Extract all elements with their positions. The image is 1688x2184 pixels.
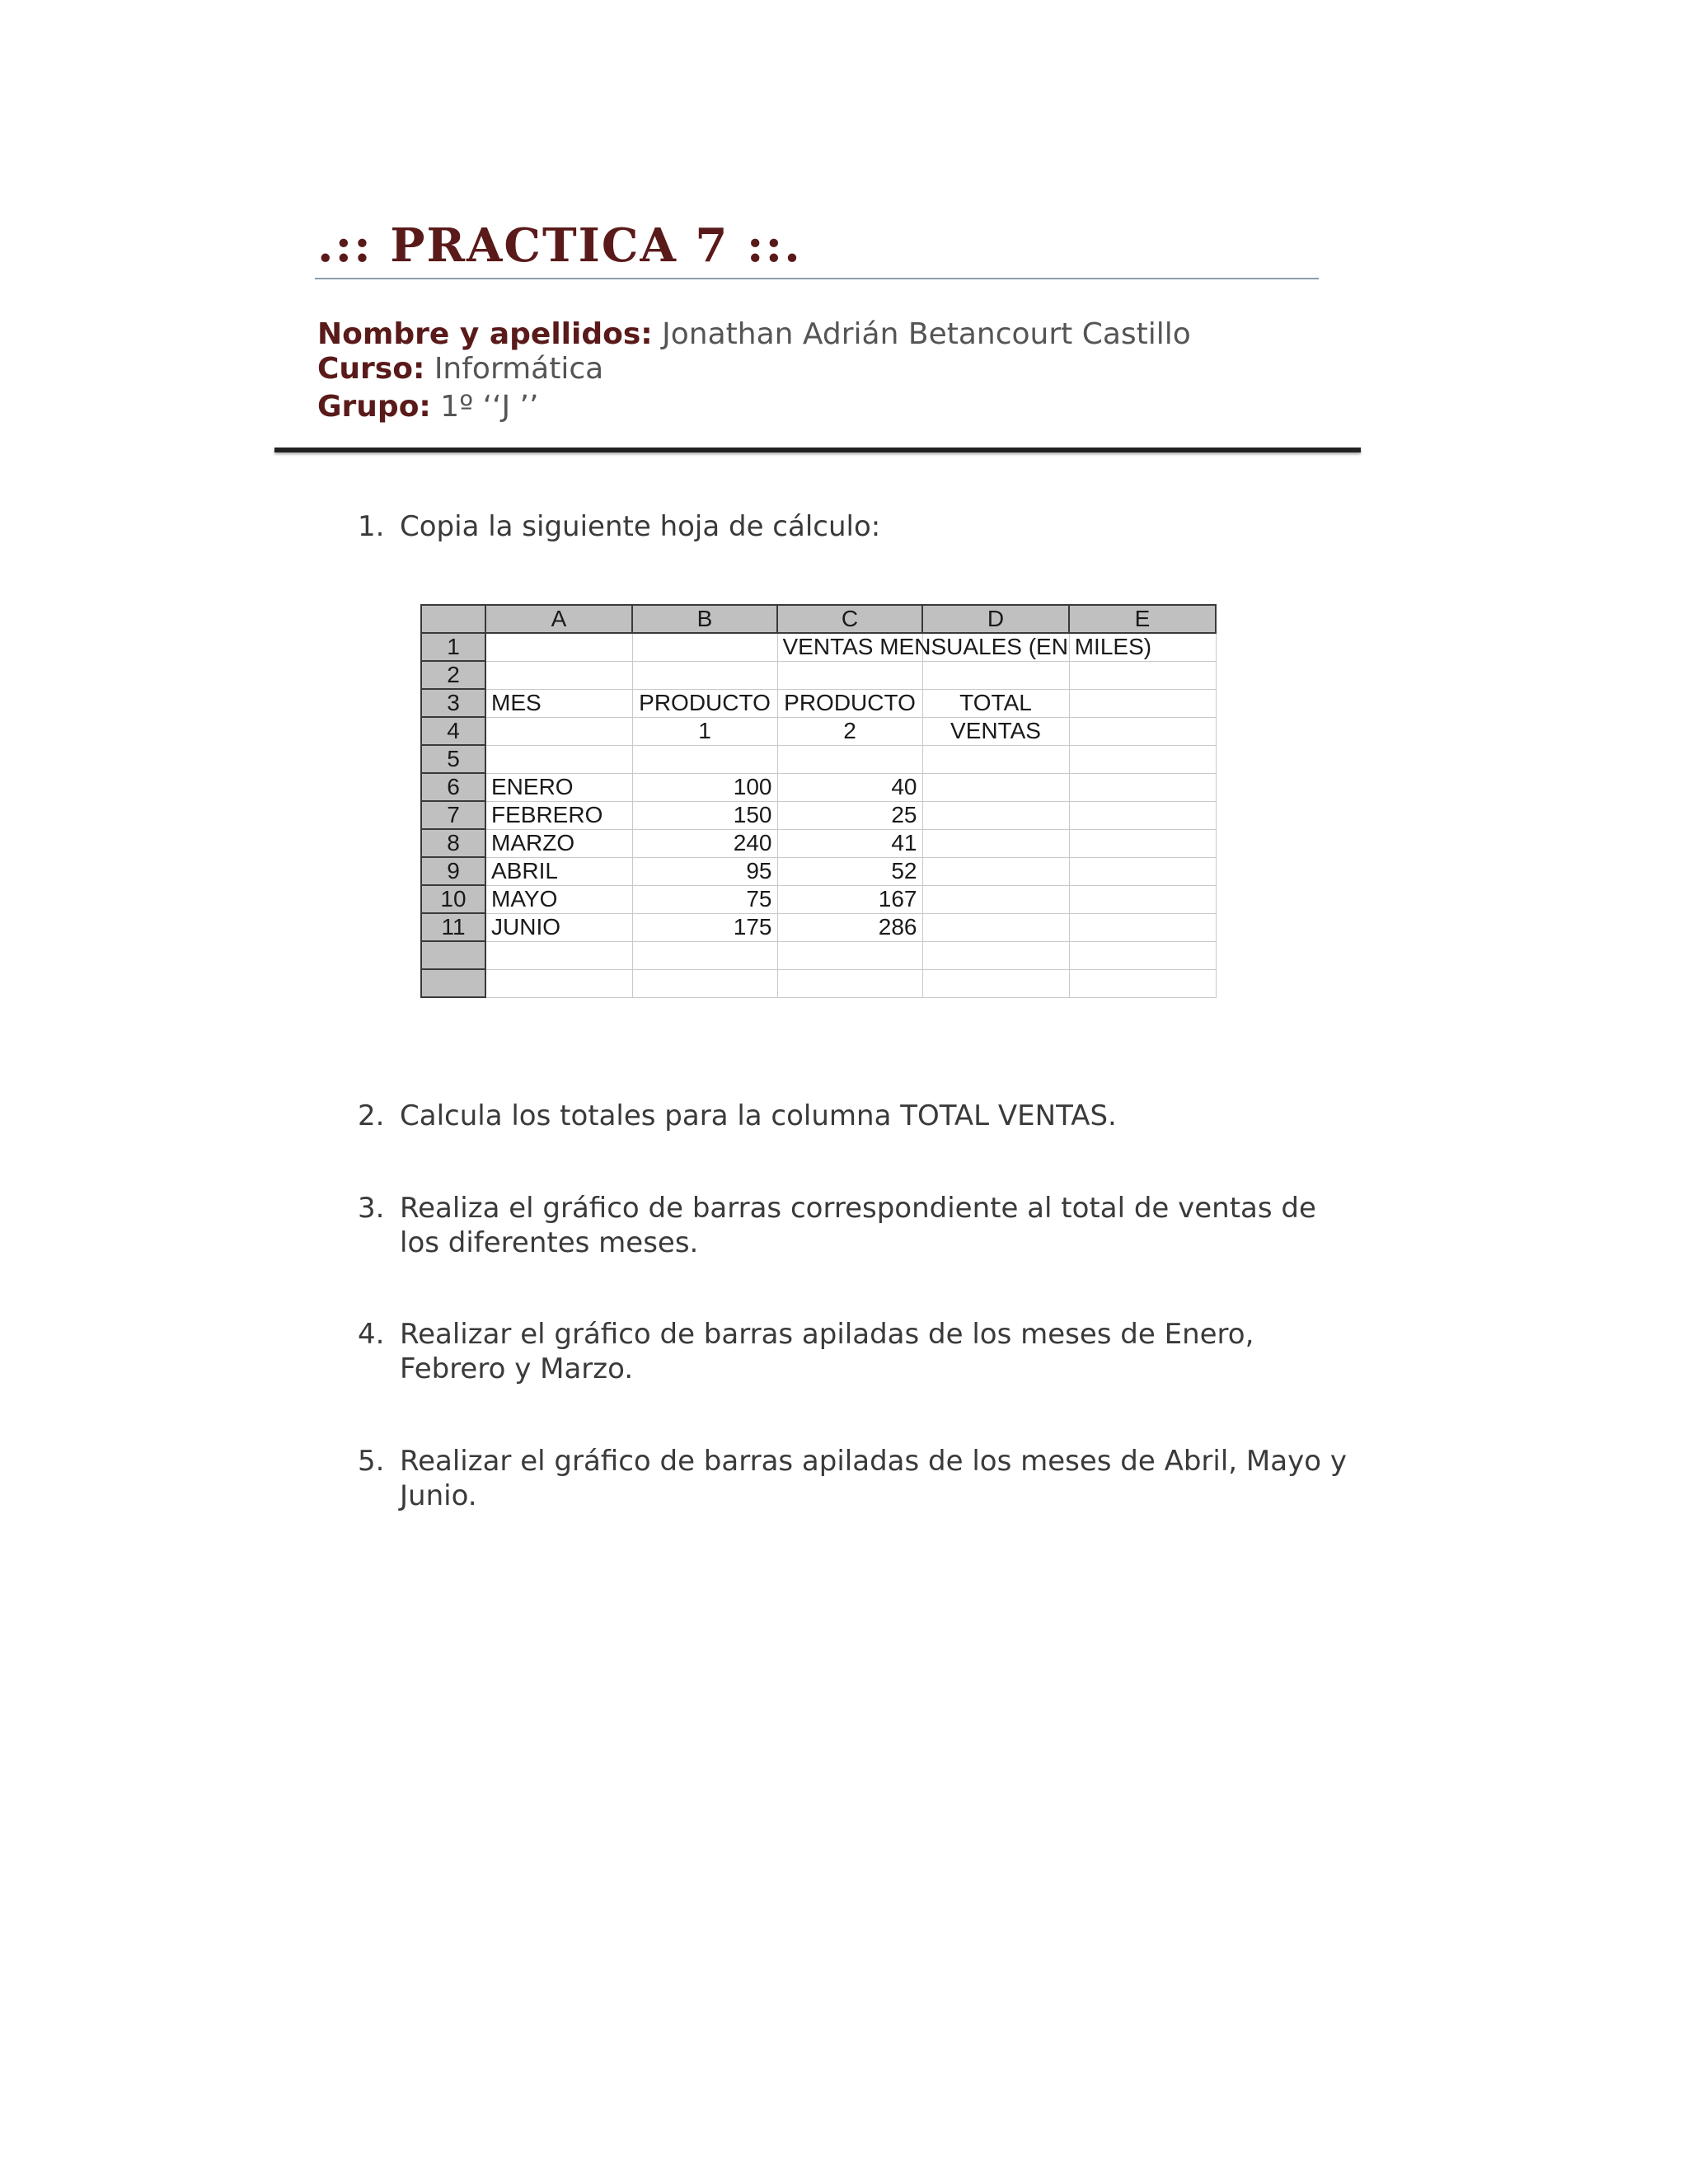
cell-product-2: 286 bbox=[777, 913, 922, 941]
row-header: 10 bbox=[421, 885, 485, 913]
cell-total bbox=[922, 829, 1069, 857]
cell-product-2: 167 bbox=[777, 885, 922, 913]
cell bbox=[1069, 689, 1216, 717]
cell bbox=[1069, 857, 1216, 885]
exercise-text: Realiza el gráfico de barras correspondiente al total de ventas de los diferentes meses. bbox=[400, 1192, 1316, 1259]
name-label: Nombre y apellidos: bbox=[317, 317, 653, 351]
cell: VENTAS bbox=[922, 717, 1069, 745]
cell: 1 bbox=[632, 717, 777, 745]
exercise-item-3 bbox=[358, 1191, 1363, 1260]
cell: PRODUCTO bbox=[632, 689, 777, 717]
column-header-d: D bbox=[922, 605, 1069, 633]
cell: PRODUCTO bbox=[777, 689, 922, 717]
table-row bbox=[421, 773, 1216, 801]
cell bbox=[632, 941, 777, 969]
cell-month: MAYO bbox=[485, 885, 632, 913]
cell-product-1: 75 bbox=[632, 885, 777, 913]
course-line bbox=[317, 351, 603, 387]
exercise-item-5 bbox=[358, 1444, 1363, 1513]
exercise-text: Realizar el gráfico de barras apiladas de los meses de Abril, Mayo y Junio. bbox=[400, 1445, 1347, 1512]
cell bbox=[1069, 829, 1216, 857]
cell bbox=[1069, 717, 1216, 745]
exercise-number: 2. bbox=[358, 1099, 385, 1132]
cell bbox=[1069, 745, 1216, 773]
cell bbox=[632, 661, 777, 689]
cell-total bbox=[922, 857, 1069, 885]
table-row bbox=[421, 661, 1216, 689]
table-row bbox=[421, 717, 1216, 745]
page-title: .:: PRACTICA 7 ::. bbox=[317, 218, 802, 273]
cell bbox=[922, 969, 1069, 997]
group-label: Grupo: bbox=[317, 390, 431, 424]
cell bbox=[777, 969, 922, 997]
table-row bbox=[421, 941, 1216, 969]
cell bbox=[922, 745, 1069, 773]
table-row bbox=[421, 885, 1216, 913]
exercise-number: 5. bbox=[358, 1445, 385, 1478]
cell bbox=[777, 633, 1152, 661]
cell bbox=[1069, 801, 1216, 829]
cell-total bbox=[922, 885, 1069, 913]
row-header: 4 bbox=[421, 717, 485, 745]
group-value: 1º ‘‘J ’’ bbox=[440, 390, 539, 424]
column-header-c: C bbox=[777, 605, 922, 633]
cell-month: FEBRERO bbox=[485, 801, 632, 829]
course-label: Curso: bbox=[317, 352, 425, 386]
cell bbox=[485, 745, 632, 773]
cell bbox=[1069, 773, 1216, 801]
cell bbox=[777, 745, 922, 773]
cell bbox=[1069, 969, 1216, 997]
title-divider bbox=[315, 278, 1319, 279]
spreadsheet-table bbox=[420, 604, 1217, 998]
table-row bbox=[421, 829, 1216, 857]
exercise-number: 3. bbox=[358, 1192, 385, 1225]
exercise-text: Realizar el gráfico de barras apiladas de los meses de Enero, Febrero y Marzo. bbox=[400, 1318, 1254, 1385]
table-row bbox=[421, 633, 1216, 661]
cell-product-2: 52 bbox=[777, 857, 922, 885]
cell bbox=[1069, 913, 1216, 941]
cell-product-2: 40 bbox=[777, 773, 922, 801]
cell bbox=[777, 941, 922, 969]
cell bbox=[632, 633, 777, 661]
exercise-number: 1. bbox=[358, 510, 385, 543]
table-row bbox=[421, 913, 1216, 941]
cell bbox=[1069, 941, 1216, 969]
cell-product-1: 175 bbox=[632, 913, 777, 941]
row-header: 1 bbox=[421, 633, 485, 661]
row-header: 11 bbox=[421, 913, 485, 941]
cell bbox=[632, 745, 777, 773]
row-header: 6 bbox=[421, 773, 485, 801]
table-row bbox=[421, 801, 1216, 829]
column-header-e: E bbox=[1069, 605, 1216, 633]
column-header-a: A bbox=[485, 605, 632, 633]
cell-product-2: 25 bbox=[777, 801, 922, 829]
cell bbox=[922, 941, 1069, 969]
cell bbox=[485, 941, 632, 969]
cell bbox=[1069, 661, 1216, 689]
table-row bbox=[421, 857, 1216, 885]
table-row bbox=[421, 689, 1216, 717]
cell-month: ABRIL bbox=[485, 857, 632, 885]
row-header: 9 bbox=[421, 857, 485, 885]
exercise-item-2 bbox=[358, 1099, 1363, 1133]
cell: MES bbox=[485, 689, 632, 717]
cell bbox=[777, 661, 922, 689]
cell: TOTAL bbox=[922, 689, 1069, 717]
cell-product-1: 95 bbox=[632, 857, 777, 885]
table-row bbox=[421, 745, 1216, 773]
cell bbox=[485, 661, 632, 689]
cell-total bbox=[922, 913, 1069, 941]
cell-total bbox=[922, 801, 1069, 829]
exercise-text: Calcula los totales para la columna TOTAL VENTAS. bbox=[400, 1099, 1117, 1132]
cell-product-1: 240 bbox=[632, 829, 777, 857]
row-header bbox=[421, 969, 485, 997]
name-line bbox=[317, 316, 1191, 353]
column-header-b: B bbox=[632, 605, 777, 633]
cell-product-1: 150 bbox=[632, 801, 777, 829]
column-header-row bbox=[421, 605, 1216, 633]
row-header bbox=[421, 941, 485, 969]
cell-month: MARZO bbox=[485, 829, 632, 857]
cell-total bbox=[922, 773, 1069, 801]
cell-month: ENERO bbox=[485, 773, 632, 801]
cell bbox=[485, 969, 632, 997]
table-row bbox=[421, 969, 1216, 997]
exercise-text: Copia la siguiente hoja de cálculo: bbox=[400, 510, 881, 543]
cell-product-2: 41 bbox=[777, 829, 922, 857]
group-line bbox=[317, 389, 538, 425]
cell bbox=[485, 633, 632, 661]
row-header: 2 bbox=[421, 661, 485, 689]
row-header: 3 bbox=[421, 689, 485, 717]
cell-product-1: 100 bbox=[632, 773, 777, 801]
exercise-item-1 bbox=[358, 509, 1363, 544]
exercise-item-4 bbox=[358, 1317, 1363, 1386]
name-value: Jonathan Adrián Betancourt Castillo bbox=[662, 317, 1191, 351]
cell bbox=[1069, 885, 1216, 913]
row-header: 8 bbox=[421, 829, 485, 857]
cell bbox=[485, 717, 632, 745]
row-header: 7 bbox=[421, 801, 485, 829]
sheet-title-text: VENTAS MENSUALES (EN MILES) bbox=[782, 634, 1152, 659]
row-header: 5 bbox=[421, 745, 485, 773]
header-divider bbox=[274, 448, 1361, 452]
cell: 2 bbox=[777, 717, 922, 745]
exercise-number: 4. bbox=[358, 1318, 385, 1351]
corner-cell bbox=[421, 605, 485, 633]
cell bbox=[632, 969, 777, 997]
cell bbox=[922, 661, 1069, 689]
course-value: Informática bbox=[434, 352, 604, 386]
cell-month: JUNIO bbox=[485, 913, 632, 941]
